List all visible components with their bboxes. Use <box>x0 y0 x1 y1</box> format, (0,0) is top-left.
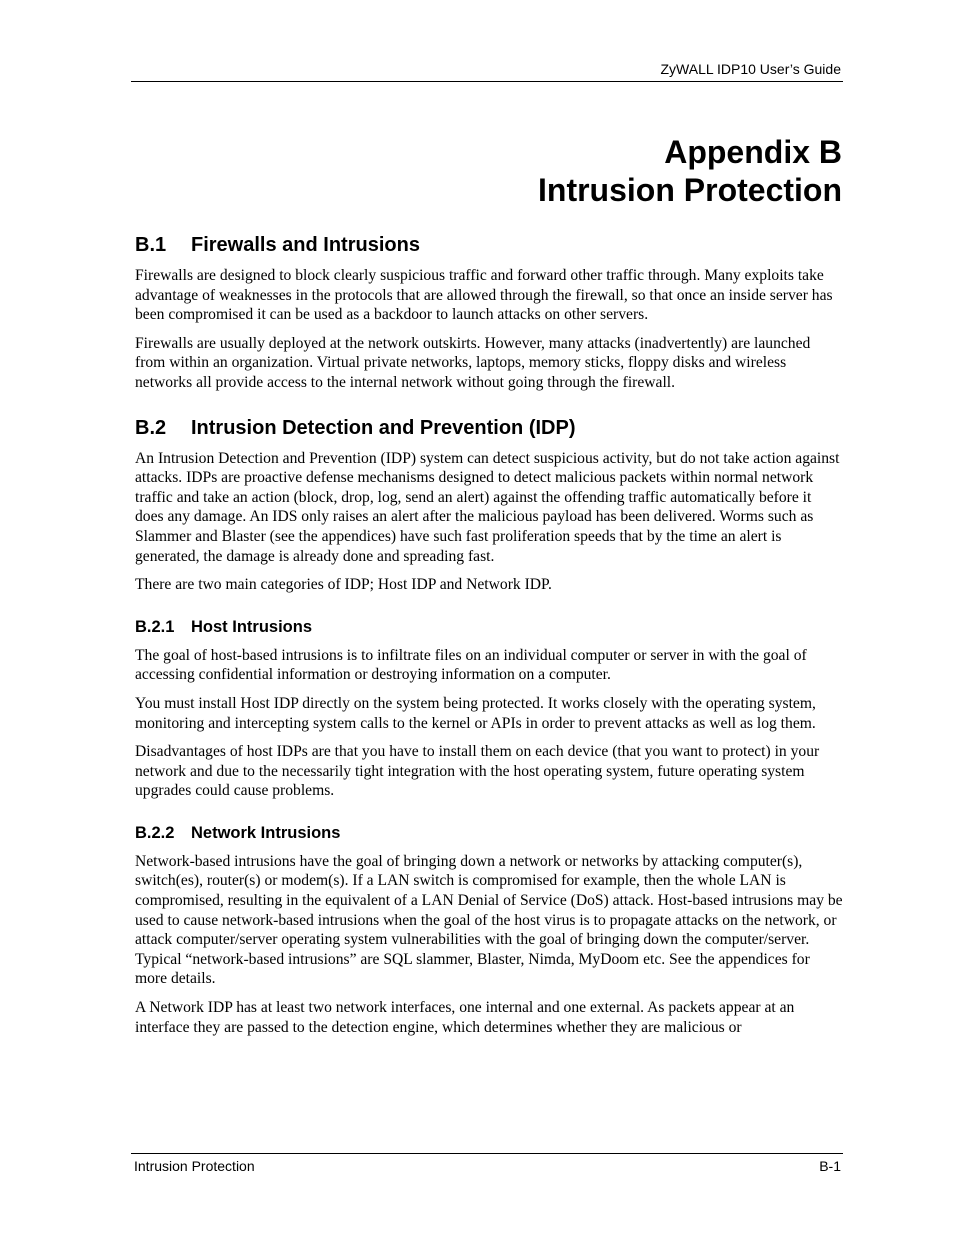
subsection-heading-b22 <box>135 822 843 844</box>
section-heading-b1 <box>135 232 843 258</box>
paragraph: An Intrusion Detection and Prevention (IDP) system can detect suspicious activity, but do not take action against attacks. IDPs are proactive defense mechanisms designed to detect malicious packets within normal network traffic and take an action (block, drop, log, send an alert) against the offending traffic automatically before it does any damage. An IDS only raises an alert after the malicious payload has been delivered. Worms such as Slammer and Blaster (see the appendices) have such fast proliferation speeds that by the time an alert is generated, the damage is already done and spreading fast. <box>135 449 840 565</box>
chapter-title <box>131 133 842 209</box>
paragraph: You must install Host IDP directly on the system being protected. It works closely with the operating system, monitoring and intercepting system calls to the kernel or APIs in order to prevent attacks as well as log them. <box>135 694 816 732</box>
section-number: B.1 <box>135 234 167 256</box>
paragraph: Firewalls are designed to block clearly suspicious traffic and forward other traffic through. Many exploits take advantage of weaknesses in the protocols that are allowed through the firewall, so that once an inside server has been compromised it can be used as a backdoor to launch attacks on other servers. <box>135 267 833 324</box>
paragraph: Disadvantages of host IDPs are that you have to install them on each device (that you want to protect) in your network and due to the necessarily tight integration with the host operating system, future operating system upgrades could cause problems. <box>135 743 820 800</box>
paragraph: There are two main categories of IDP; Host IDP and Network IDP. <box>135 576 552 594</box>
paragraph: A Network IDP has at least two network interfaces, one internal and one external. As packets appear at an interface they are passed to the detection engine, which determines whether they are malicious or <box>135 999 795 1036</box>
subsection-title: Network Intrusions <box>191 823 341 842</box>
page-header <box>131 60 843 82</box>
paragraph: Network-based intrusions have the goal of bringing down a network or networks by attacking computer(s), switch(es), router(s) or modem(s). If a LAN switch is compromised for example, then the whole LAN is compromised, resulting in the equivalent of a LAN Denial of Service (DoS) attack. Host-based intrusions may be used to cause network-based intrusions when the goal of the host virus is to propagate attacks on the network, or attack computer/server operating system vulnerabilities with the goal of bringing down the computer/server. Typical “network-based intrusions” are SQL slammer, Blaster, Nimda, MyDoom etc. See the appendices for more details. <box>135 852 843 988</box>
main-content <box>135 232 843 1046</box>
page-number: B-1 <box>819 1158 841 1174</box>
section-title: Firewalls and Intrusions <box>191 234 420 256</box>
chapter-label: Appendix B <box>664 134 842 170</box>
section-title: Intrusion Detection and Prevention (IDP) <box>191 416 576 439</box>
paragraph: The goal of host-based intrusions is to infiltrate files on an individual computer or server in with the goal of accessing confidential information or destroying information on a computer. <box>135 646 807 684</box>
subsection-number: B.2.2 <box>135 823 175 842</box>
chapter-name: Intrusion Protection <box>538 172 842 208</box>
guide-title: ZyWALL IDP10 User’s Guide <box>660 61 841 77</box>
paragraph: Firewalls are usually deployed at the network outskirts. However, many attacks (inadvertently) are launched from within an organization. Virtual private networks, laptops, memory sticks, floppy disks and wireless networks all provide access to the internal network without going through the firewall. <box>135 334 811 391</box>
footer-section-name: Intrusion Protection <box>134 1158 255 1174</box>
subsection-number: B.2.1 <box>135 617 175 636</box>
subsection-heading-b21 <box>135 616 843 638</box>
page-footer <box>131 1153 843 1174</box>
subsection-title: Host Intrusions <box>191 617 313 636</box>
section-heading-b2 <box>135 415 843 441</box>
section-number: B.2 <box>135 416 167 439</box>
